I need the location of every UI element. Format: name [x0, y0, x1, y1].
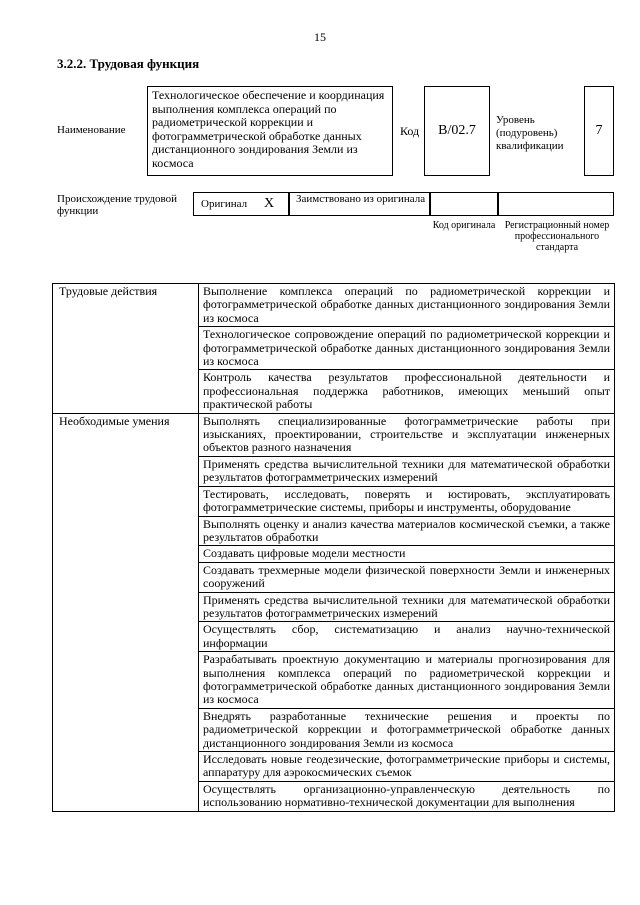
table-cell: Выполнять специализированные фотограмметрические работы при изысканиях, проектировании, строительстве и эксплуатации инженерных объектов разного назначения	[199, 413, 615, 456]
table-cell: Выполнение комплекса операций по радиометрической коррекции и фотограмметрической обработке данных дистанционного зондирования Земли из космоса	[199, 284, 615, 327]
table-cell: Применять средства вычислительной техники для математической обработки результатов фотограмметрических измерений	[199, 592, 615, 622]
borrowed-label: Заимствовано из оригинала	[296, 193, 426, 205]
table-cell: Тестировать, исследовать, поверять и юстировать, эксплуатировать фотограмметрические системы, приборы и инструменты, оборудование	[199, 486, 615, 516]
table-cell: Создавать цифровые модели местности	[199, 546, 615, 562]
original-mark: X	[264, 196, 275, 211]
table-row	[53, 413, 615, 456]
code-label: Код	[400, 124, 420, 138]
level-value-box: 7	[584, 86, 614, 176]
table-cell: Осуществлять сбор, систематизацию и анализ научно-технической информации	[199, 622, 615, 652]
table-cell: Контроль качества результатов профессиональной деятельности и профессиональная поддержка работников, имеющих меньший опыт практической работы	[199, 370, 615, 413]
origin-label: Происхождение трудовой функции	[57, 193, 178, 217]
function-table	[52, 283, 615, 812]
function-name-box: Технологическое обеспечение и координация выполнения комплекса операций по радиометрической коррекции и фотограмметрической обработке данных дистанционного зондирования Земли из космоса	[147, 86, 393, 176]
reg-number-caption: Регистрационный номер профессионального стандарта	[504, 220, 610, 253]
table-row	[53, 284, 615, 327]
code-original-cell	[430, 192, 498, 216]
section-title: 3.2.2. Трудовая функция	[57, 56, 200, 71]
table-cell: Выполнять оценку и анализ качества материалов космической съемки, а также результатов обработки	[199, 516, 615, 546]
page-number: 15	[314, 30, 326, 44]
code-original-caption: Код оригинала	[432, 220, 496, 231]
reg-number-cell	[498, 192, 614, 216]
level-label: Уровень (подуровень) квалификации	[496, 114, 564, 152]
name-label: Наименование	[57, 124, 126, 136]
borrowed-cell	[289, 192, 430, 216]
table-cell: Внедрять разработанные технические решения и проекты по радиометрической коррекции и фотограмметрической обработке данных дистанционного зондирования Земли из космоса	[199, 708, 615, 751]
section-label-skills: Необходимые умения	[53, 413, 199, 811]
section-label-actions: Трудовые действия	[53, 284, 199, 414]
table-cell: Применять средства вычислительной техники для математической обработки результатов фотограмметрических измерений	[199, 456, 615, 486]
code-value-box: B/02.7	[424, 86, 490, 176]
table-cell: Технологическое сопровождение операций по радиометрической коррекции и фотограмметрической обработке данных дистанционного зондирования Земли из космоса	[199, 327, 615, 370]
original-cell	[193, 192, 289, 216]
original-label: Оригинал	[201, 198, 248, 210]
table-cell: Осуществлять организационно-управленческую деятельность по использованию нормативно-технической документации для выполнения	[199, 781, 615, 811]
table-cell: Исследовать новые геодезические, фотограмметрические приборы и системы, аппаратуру для аэрокосмических съемок	[199, 752, 615, 782]
table-cell: Создавать трехмерные модели физической поверхности Земли и инженерных сооружений	[199, 562, 615, 592]
table-cell: Разрабатывать проектную документацию и материалы прогнозирования для выполнения комплекса операций по радиометрической коррекции и фотограмметрической обработке данных дистанционного зондирования Земли из космоса	[199, 652, 615, 709]
